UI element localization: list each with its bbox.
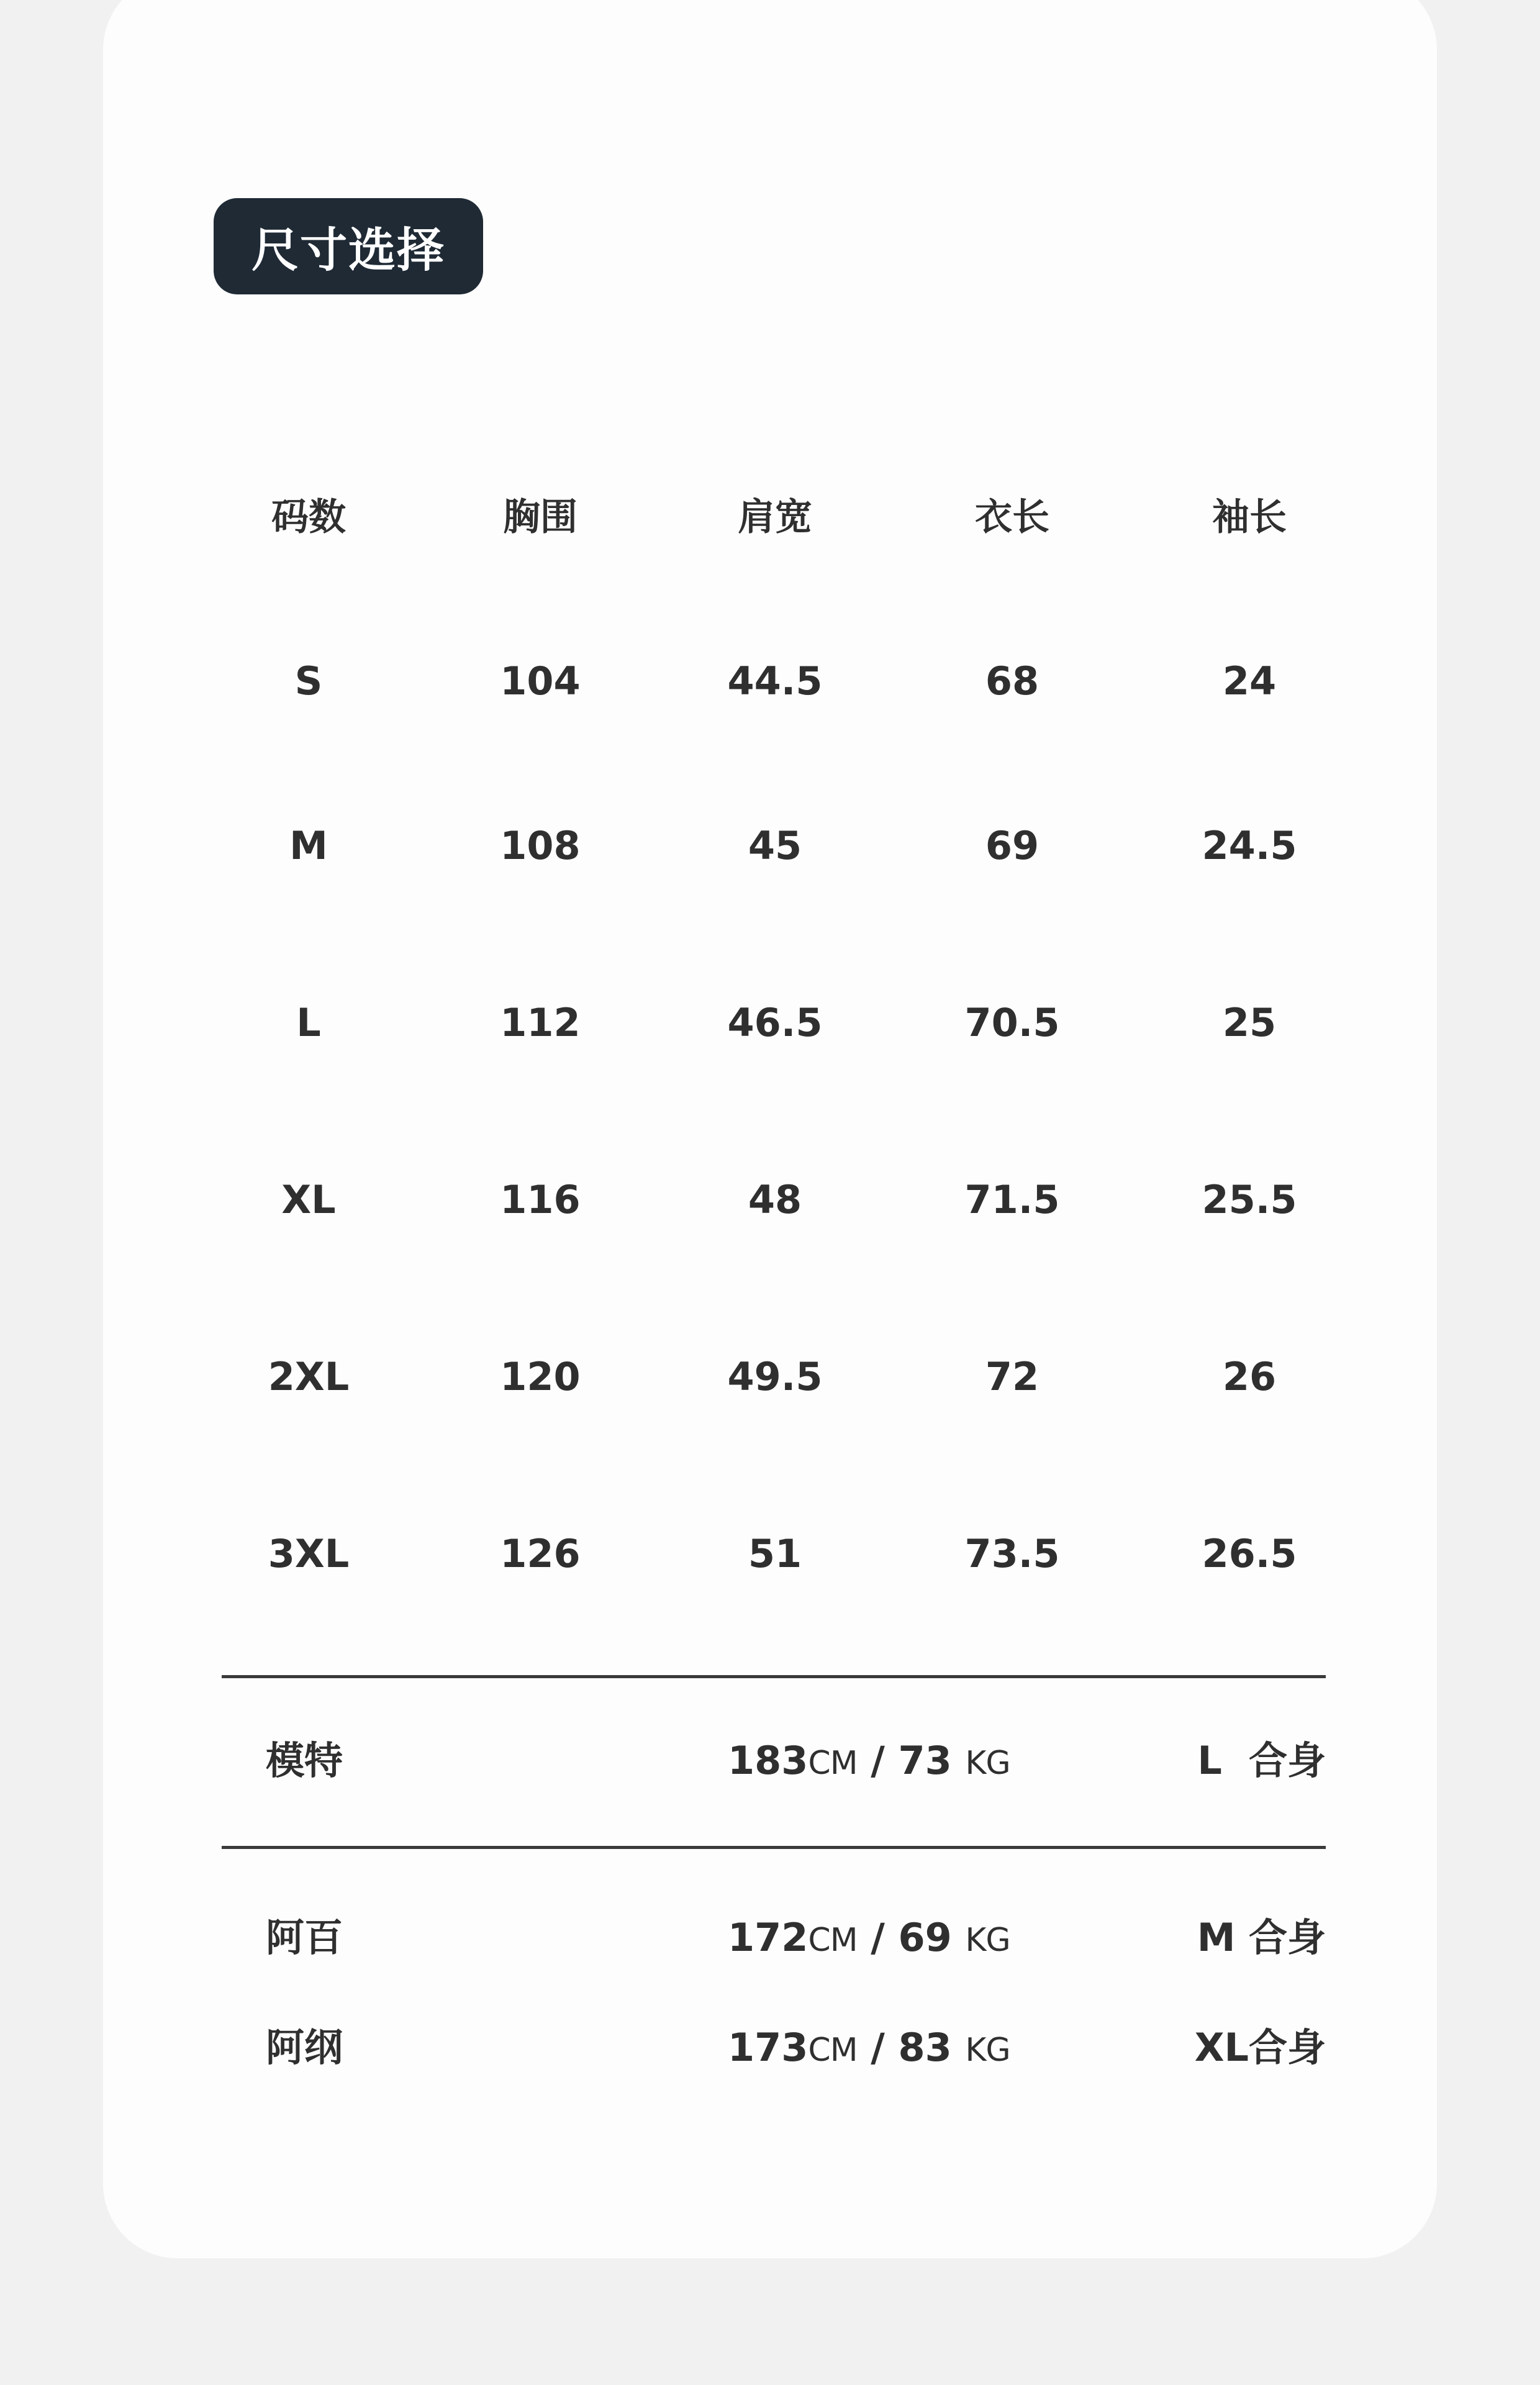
cell-size: M: [289, 823, 328, 868]
model-name: 模特: [266, 1738, 343, 1783]
cell-shoulder: 45: [748, 823, 802, 868]
cell-chest: 104: [500, 658, 581, 704]
cell-size: L: [296, 1000, 321, 1045]
model-weight-unit: KG: [965, 1922, 1010, 1959]
divider-bottom: [222, 1846, 1326, 1849]
model-fit: XL合身: [1194, 2025, 1326, 2070]
cell-sleeve: 24.5: [1202, 823, 1297, 868]
model-separator: /: [871, 2025, 885, 2070]
cell-size: 2XL: [268, 1354, 350, 1399]
model-separator: /: [871, 1738, 885, 1783]
cell-size: XL: [281, 1177, 336, 1222]
cell-size: S: [294, 658, 323, 704]
header-size: 码数: [271, 496, 346, 539]
header-length: 衣长: [975, 496, 1049, 539]
cell-sleeve: 25.5: [1202, 1177, 1297, 1222]
model-weight-unit: KG: [965, 1745, 1010, 1782]
cell-length: 68: [985, 658, 1040, 704]
model-height-unit: CM: [808, 1745, 858, 1782]
cell-length: 72: [985, 1354, 1040, 1399]
cell-chest: 126: [500, 1531, 581, 1576]
cell-length: 70.5: [964, 1000, 1060, 1045]
model-measurements: [728, 1910, 1010, 1968]
cell-sleeve: 25: [1222, 1000, 1277, 1045]
cell-shoulder: 51: [748, 1531, 802, 1576]
model-fit: L 合身: [1197, 1738, 1326, 1783]
model-measurements: [728, 2020, 1010, 2078]
model-height-unit: CM: [808, 1922, 858, 1959]
model-fit: M 合身: [1197, 1915, 1326, 1960]
model-separator: /: [871, 1915, 885, 1960]
cell-length: 71.5: [964, 1177, 1060, 1222]
model-measurements: [728, 1733, 1010, 1791]
cell-chest: 108: [500, 823, 581, 868]
cell-chest: 112: [500, 1000, 581, 1045]
header-chest: 胸围: [503, 496, 578, 539]
cell-shoulder: 46.5: [727, 1000, 823, 1045]
cell-chest: 120: [500, 1354, 581, 1399]
cell-size: 3XL: [268, 1531, 350, 1576]
model-height: 183: [728, 1738, 808, 1783]
model-weight: 83: [898, 2025, 952, 2070]
model-name: 阿纲: [266, 2025, 343, 2070]
cell-length: 69: [985, 823, 1040, 868]
size-selection-title: 尺寸选择: [214, 198, 483, 294]
cell-length: 73.5: [964, 1531, 1060, 1576]
cell-sleeve: 26: [1222, 1354, 1277, 1399]
model-weight: 73: [898, 1738, 952, 1783]
header-sleeve: 袖长: [1212, 496, 1287, 539]
model-weight-unit: KG: [965, 2032, 1010, 2069]
cell-shoulder: 49.5: [727, 1354, 823, 1399]
divider-top: [222, 1675, 1326, 1678]
cell-sleeve: 24: [1222, 658, 1277, 704]
model-weight: 69: [898, 1915, 952, 1960]
model-height: 173: [728, 2025, 808, 2070]
header-shoulder: 肩宽: [738, 496, 812, 539]
cell-shoulder: 44.5: [727, 658, 823, 704]
model-height: 172: [728, 1915, 808, 1960]
model-height-unit: CM: [808, 2032, 858, 2069]
cell-sleeve: 26.5: [1202, 1531, 1297, 1576]
cell-chest: 116: [500, 1177, 581, 1222]
cell-shoulder: 48: [748, 1177, 802, 1222]
model-name: 阿百: [266, 1915, 343, 1960]
